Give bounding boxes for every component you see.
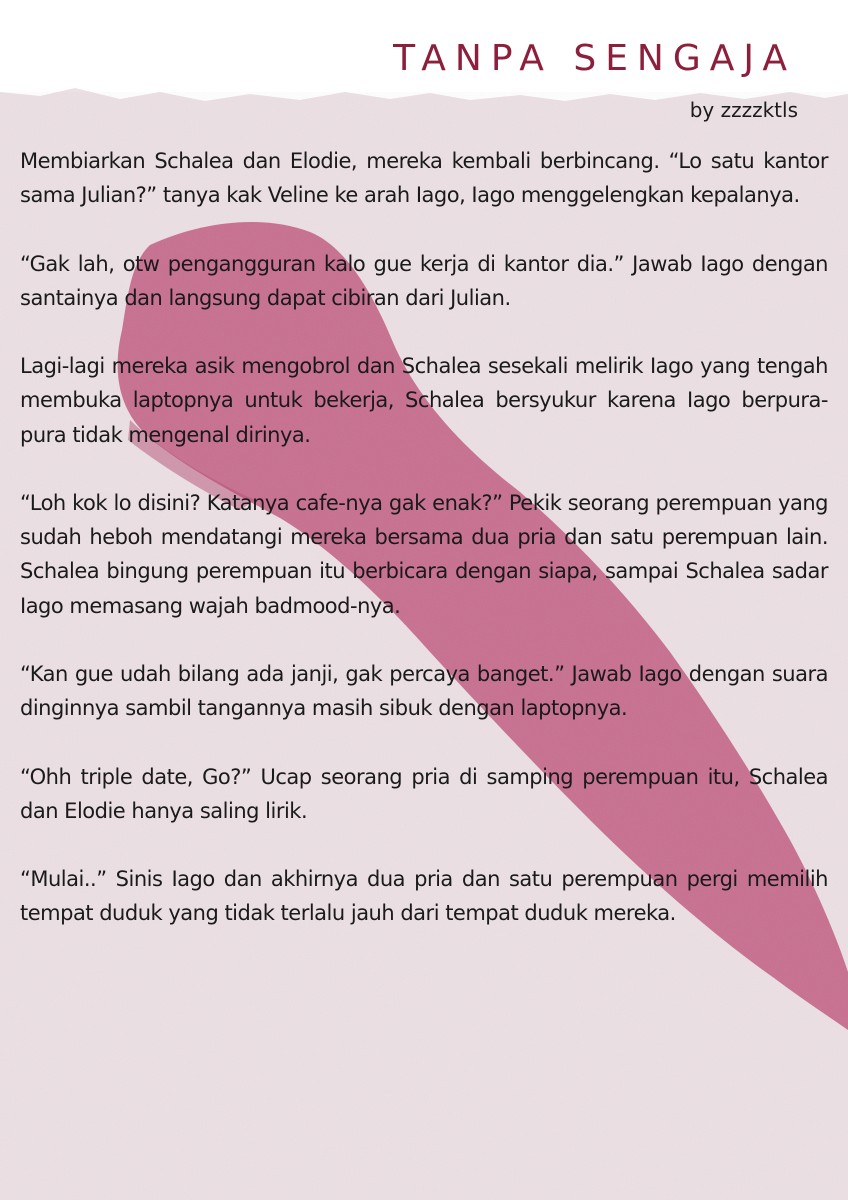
story-paragraph: “Gak lah, otw pengangguran kalo gue kerja di kantor dia.” Jawab Iago dengan santainya dan langsung dapat cibiran dari Julian. (20, 251, 828, 310)
story-paragraph: Membiarkan Schalea dan Elodie, mereka kembali berbincang. “Lo satu kantor sama Julian?” tanya kak Veline ke arah Iago, Iago menggelengkan kepalanya. (20, 149, 828, 208)
story-title: TANPA SENGAJA (393, 38, 796, 79)
story-paragraph: “Loh kok lo disini? Katanya cafe-nya gak enak?” Pekik seorang perempuan yang sudah heboh mendatangi mereka bersama dua pria dan satu perempuan lain. Schalea bingung perempuan itu berbicara dengan siapa, sampai Schalea sadar Iago memasang wajah badmood-nya. (20, 490, 828, 618)
story-paragraph: “Mulai..” Sinis Iago dan akhirnya dua pria dan satu perempuan pergi memilih tempat duduk yang tidak terlalu jauh dari tempat duduk mereka. (20, 867, 828, 926)
story-paragraph: Lagi-lagi mereka asik mengobrol dan Schalea sesekali melirik Iago yang tengah membuka laptopnya untuk bekerja, Schalea bersyukur karena Iago berpura-pura tidak mengenal dirinya. (20, 354, 828, 447)
story-paragraph: “Kan gue udah bilang ada janji, gak percaya banget.” Jawab Iago dengan suara dinginnya sambil tangannya masih sibuk dengan laptopnya. (20, 661, 828, 721)
author-byline: by zzzzktls (689, 98, 798, 122)
story-body (20, 144, 828, 931)
story-paragraph: “Ohh triple date, Go?” Ucap seorang pria di samping perempuan itu, Schalea dan Elodie hanya saling lirik. (20, 764, 828, 823)
